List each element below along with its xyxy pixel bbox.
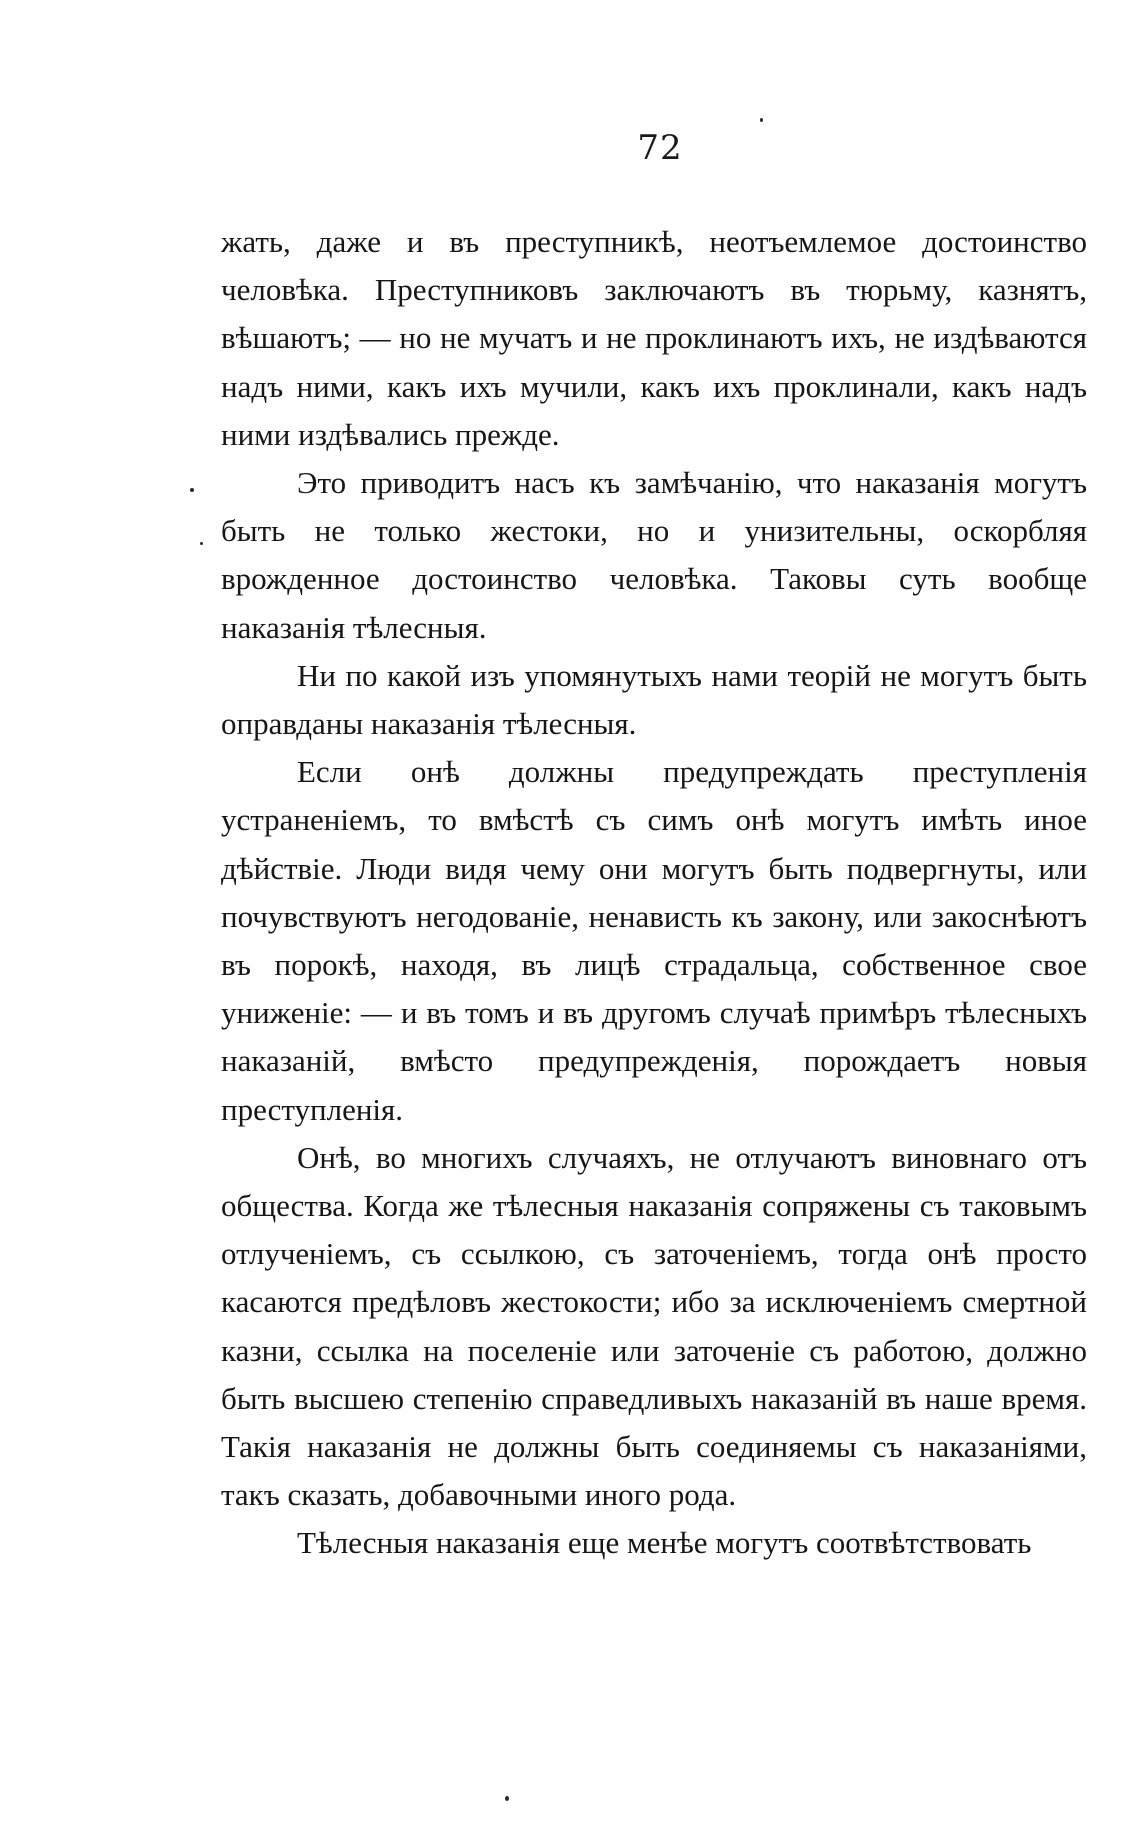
- scan-speck: [190, 488, 194, 492]
- scan-speck: [760, 118, 763, 122]
- paragraph-3: Ни по какой изъ упомянутыхъ нами теорій не могутъ быть оправданы наказанія тѣлесныя.: [221, 657, 1087, 742]
- scan-speck: [200, 542, 203, 545]
- paragraph-4: Если онѣ должны предупреждать преступленія устраненіемъ, то вмѣстѣ съ симъ онѣ могутъ имѣть иное дѣйствіе. Люди видя чему они могутъ быть подвергнуты, или почувствуютъ негодованіе, ненависть къ закону, или закоснѣютъ въ порокѣ, находя, въ лицѣ страдальца, собственное свое униженіе: — и въ томъ и въ другомъ случаѣ примѣръ тѣлесныхъ наказаній, вмѣсто предупрежденія, порождаетъ новыя преступленія.: [221, 754, 1087, 1127]
- paragraph-5: Онѣ, во многихъ случаяхъ, не отлучаютъ виновнаго отъ общества. Когда же тѣлесныя наказанія сопряжены съ таковымъ отлученіемъ, съ ссылкою, съ заточеніемъ, тогда онѣ просто касаются предѣловъ жестокости; ибо за исключеніемъ смертной казни, ссылка на поселеніе или заточеніе съ работою, должно быть высшею степенію справедливыхъ наказаній въ наше время. Такія наказанія не должны быть соединяемы съ наказаніями, такъ сказать, добавочными иного рода.: [221, 1139, 1087, 1513]
- paragraph-6: Тѣлесныя наказанія еще менѣе могутъ соотвѣтствовать: [297, 1525, 1032, 1561]
- paragraph-2: Это приводитъ насъ къ замѣчанію, что наказанія могутъ быть не только жестоки, но и унизительны, оскорбляя врожденное достоинство человѣка. Таковы суть вообще наказанія тѣлесныя.: [221, 465, 1087, 645]
- page-number: 72: [637, 128, 683, 168]
- scan-speck: [505, 1796, 509, 1801]
- paragraph-1: жать, даже и въ преступникѣ, неотъемлемое достоинство человѣка. Преступниковъ заключаютъ въ тюрьму, казнятъ, вѣшаютъ; — но не мучатъ и не проклинаютъ ихъ, не издѣваются надъ ними, какъ ихъ мучили, какъ ихъ проклинали, какъ надъ ними издѣвались прежде.: [221, 224, 1087, 452]
- body-text: [221, 218, 1087, 1568]
